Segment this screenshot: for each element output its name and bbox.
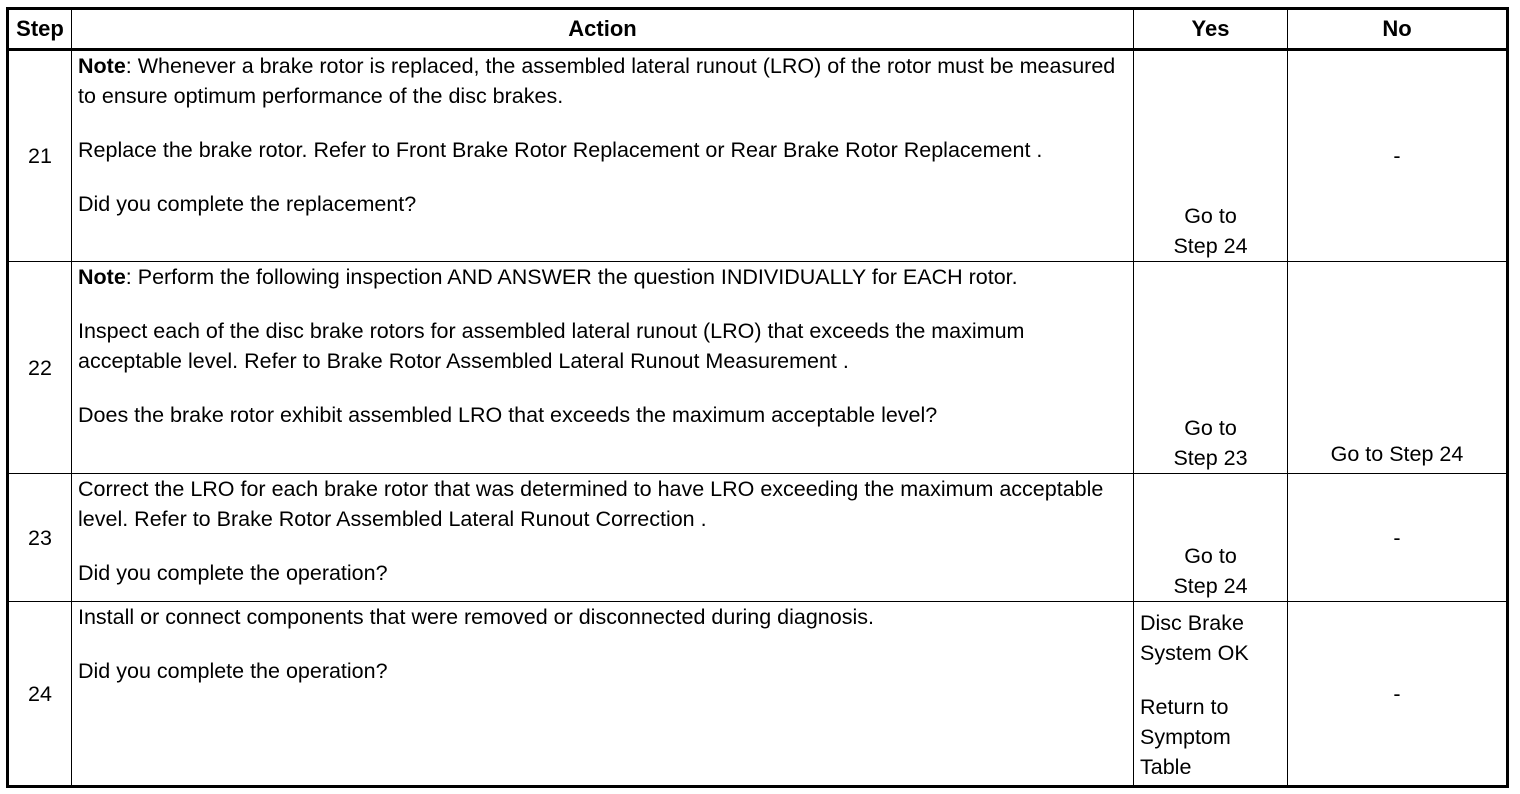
instruction-text: Inspect each of the disc brake rotors for assembled lateral runout (LRO) that exceeds the maximum acceptable level. Refer to Brake Rotor Assembled Lateral Runout Measurement .	[78, 319, 1025, 373]
note-label: Note	[78, 265, 126, 289]
yes-link-line2[interactable]: Step 24	[1173, 574, 1248, 598]
yes-cell	[1134, 474, 1288, 602]
table-row-step-23	[8, 474, 1508, 602]
table-header-row	[8, 9, 1508, 50]
instruction-text: Replace the brake rotor. Refer to Front Brake Rotor Replacement or Rear Brake Rotor Replacement .	[78, 138, 1043, 162]
step-number: 22	[8, 262, 72, 474]
yes-link-line1[interactable]: Go to	[1184, 416, 1237, 440]
no-cell: -	[1288, 602, 1508, 787]
action-cell	[72, 50, 1134, 262]
yes-link-line5[interactable]: Table	[1140, 755, 1192, 779]
header-step: Step	[8, 9, 72, 50]
header-no: No	[1288, 9, 1508, 50]
yes-link-line1[interactable]: Go to	[1184, 204, 1237, 228]
yes-cell	[1134, 602, 1288, 787]
yes-result-line1: Disc Brake	[1140, 611, 1244, 635]
table-row-step-22	[8, 262, 1508, 474]
no-cell: -	[1288, 50, 1508, 262]
yes-link-line2[interactable]: Step 24	[1173, 234, 1248, 258]
question-text: Did you complete the replacement?	[78, 192, 417, 216]
header-yes: Yes	[1134, 9, 1288, 50]
table-row-step-24	[8, 602, 1508, 787]
diagnostic-procedure-table	[6, 7, 1509, 788]
action-cell	[72, 602, 1134, 787]
question-text: Did you complete the operation?	[78, 561, 388, 585]
question-text: Does the brake rotor exhibit assembled LRO that exceeds the maximum acceptable level?	[78, 403, 938, 427]
note-text: : Perform the following inspection AND ANSWER the question INDIVIDUALLY for EACH rotor.	[125, 265, 1018, 289]
yes-link-line1[interactable]: Go to	[1184, 544, 1237, 568]
yes-link-line3[interactable]: Return to	[1140, 695, 1229, 719]
yes-cell	[1134, 50, 1288, 262]
step-number: 23	[8, 474, 72, 602]
note-paragraph	[78, 262, 1127, 292]
header-action: Action	[72, 9, 1134, 50]
instruction-text: Correct the LRO for each brake rotor that was determined to have LRO exceeding the maximum acceptable level. Refer to Brake Rotor Assembled Lateral Runout Correction .	[78, 477, 1104, 531]
no-link[interactable]: Go to Step 24	[1288, 262, 1508, 474]
no-cell: -	[1288, 474, 1508, 602]
question-text: Did you complete the operation?	[78, 659, 388, 683]
action-cell	[72, 474, 1134, 602]
yes-link-line4[interactable]: Symptom	[1140, 725, 1231, 749]
yes-result-line2: System OK	[1140, 641, 1249, 665]
note-label: Note	[78, 54, 126, 78]
note-text: : Whenever a brake rotor is replaced, the assembled lateral runout (LRO) of the rotor must be measured to ensure optimum performance of the disc brakes.	[78, 54, 1116, 108]
instruction-text: Install or connect components that were removed or disconnected during diagnosis.	[78, 605, 874, 629]
table-row-step-21	[8, 50, 1508, 262]
yes-link-line2[interactable]: Step 23	[1173, 446, 1248, 470]
step-number: 24	[8, 602, 72, 787]
note-paragraph	[78, 51, 1127, 111]
yes-cell	[1134, 262, 1288, 474]
step-number: 21	[8, 50, 72, 262]
action-cell	[72, 262, 1134, 474]
